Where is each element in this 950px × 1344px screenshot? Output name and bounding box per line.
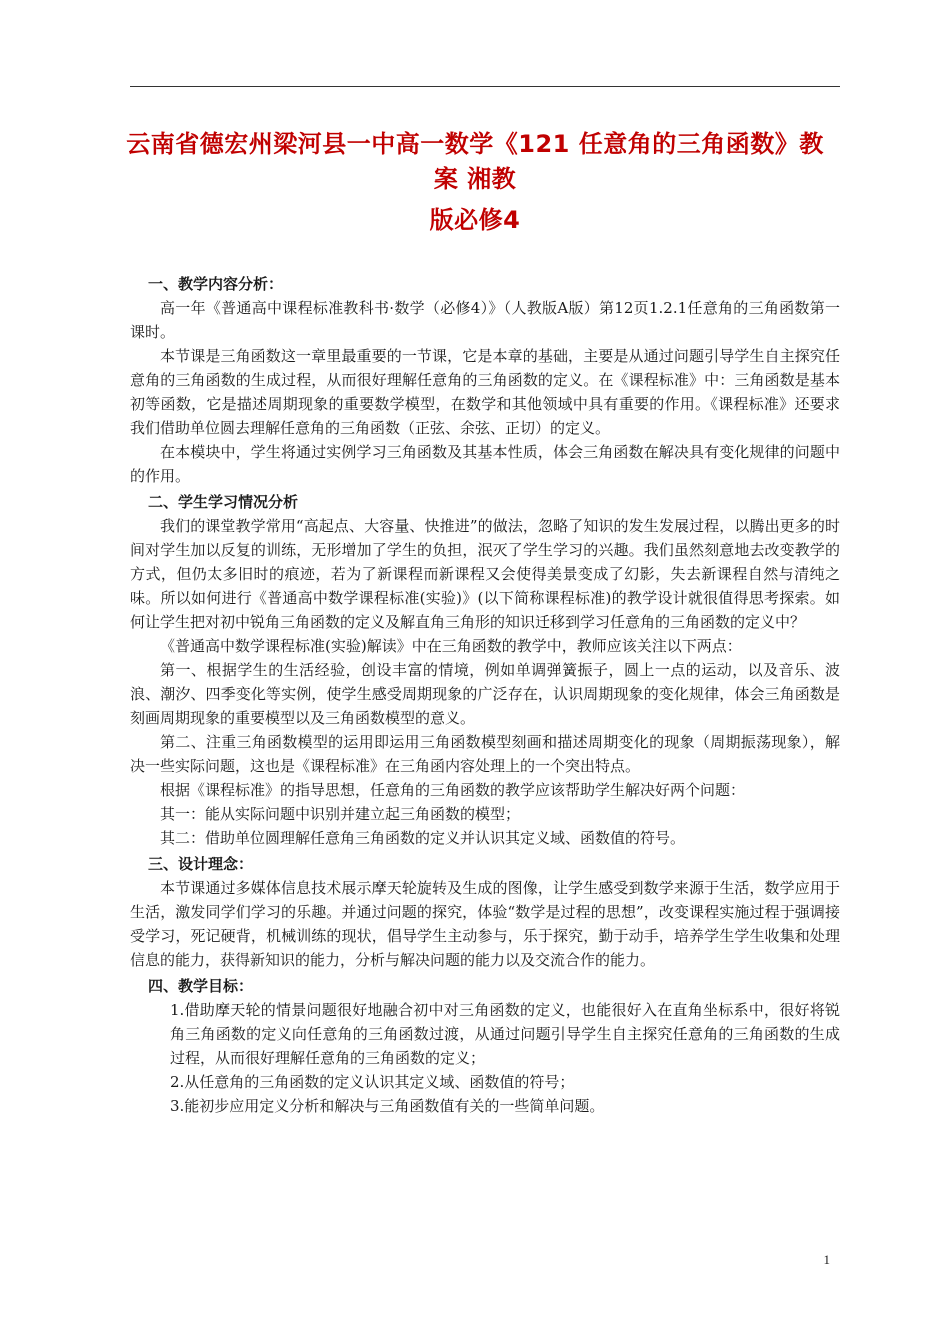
section-heading: 一、教学内容分析：: [148, 275, 284, 293]
section-heading: 二、学生学习情况分析: [148, 493, 299, 511]
page-number: 1: [823, 1252, 830, 1267]
objectives-list: [130, 998, 840, 1118]
paragraph: 其一：能从实际问题中识别并建立起三角函数的模型；: [160, 805, 521, 823]
paragraph: 本节课是三角函数这一章里最重要的一节课，它是本章的基础，主要是从通过问题引导学生自主探究任意角的三角函数的生成过程，从而很好理解任意角的三角函数的定义。在《课程标准》中：三角函数是基本初等函数，它是描述周期现象的重要数学模型，在数学和其他领域中具有重要的作用。《课程标准》还要求我们借助单位圆去理解任意角的三角函数（正弦、余弦、正切）的定义。: [130, 347, 840, 437]
document-title-line1: 云南省德宏州梁河县一中高一数学《121 任意角的三角函数》教案 湘教: [126, 130, 824, 193]
document-title-line2: 版必修4: [429, 206, 521, 234]
paragraph: 高一年《普通高中课程标准教科书·数学（必修4）》（人教版A版）第12页1.2.1任意角的三角函数第一课时。: [130, 299, 840, 341]
list-item: 3.能初步应用定义分析和解决与三角函数值有关的一些简单问题。: [170, 1097, 605, 1115]
paragraph: 我们的课堂教学常用“高起点、大容量、快推进”的做法，忽略了知识的发生发展过程，以腾出更多的时间对学生加以反复的训练，无形增加了学生的负担，泯灭了学生学习的兴趣。我们虽然刻意地去改变教学的方式，但仍太多旧时的痕迹，若为了新课程而新课程又会使得美景变成了幻影，失去新课程自然与清纯之味。所以如何进行《普通高中数学课程标准(实验)》(以下简称课程标准)的教学设计就很值得思考探索。如何让学生把对初中锐角三角函数的定义及解直角三角形的知识迁移到学习任意角的三角函数的定义中？: [130, 517, 840, 631]
paragraph: 《普通高中数学课程标准(实验)解读》中在三角函数的教学中，教师应该关注以下两点：: [160, 637, 742, 655]
paragraph: 根据《课程标准》的指导思想，任意角的三角函数的教学应该帮助学生解决好两个问题：: [160, 781, 746, 799]
top-rule: [130, 86, 840, 87]
paragraph: 本节课通过多媒体信息技术展示摩天轮旋转及生成的图像，让学生感受到数学来源于生活，数学应用于生活，激发同学们学习的乐趣。并通过问题的探究，体验“数学是过程的思想”，改变课程实施过程于强调接受学习，死记硬背，机械训练的现状，倡导学生主动参与，乐于探究，勤于动手，培养学生学生收集和处理信息的能力，获得新知识的能力，分析与解决问题的能力以及交流合作的能力。: [130, 879, 840, 969]
paragraph: 第一、根据学生的生活经验，创设丰富的情境，例如单调弹簧振子，圆上一点的运动，以及音乐、波浪、潮汐、四季变化等实例，使学生感受周期现象的广泛存在，认识周期现象的变化规律，体会三角函数是刻画周期现象的重要模型以及三角函数模型的意义。: [130, 661, 840, 727]
section-heading: 四、教学目标：: [148, 977, 254, 995]
document-body: [130, 270, 840, 1118]
paragraph: 第二、注重三角函数模型的运用即运用三角函数模型刻画和描述周期变化的现象（周期振荡现象），解决一些实际问题，这也是《课程标准》在三角函内容处理上的一个突出特点。: [130, 733, 840, 775]
paragraph: 在本模块中，学生将通过实例学习三角函数及其基本性质，体会三角函数在解决具有变化规律的问题中的作用。: [130, 443, 840, 485]
paragraph: 其二：借助单位圆理解任意角三角函数的定义并认识其定义域、函数值的符号。: [160, 829, 686, 847]
section-heading: 三、设计理念：: [148, 855, 254, 873]
list-item: 2.从任意角的三角函数的定义认识其定义域、函数值的符号；: [170, 1073, 575, 1091]
list-item: 1.借助摩天轮的情景问题很好地融合初中对三角函数的定义，也能很好入在直角坐标系中，很好将锐角三角函数的定义向任意角的三角函数过渡，从通过问题引导学生自主探究任意角的三角函数的生成过程，从而很好理解任意角的三角函数的定义；: [170, 1001, 840, 1067]
